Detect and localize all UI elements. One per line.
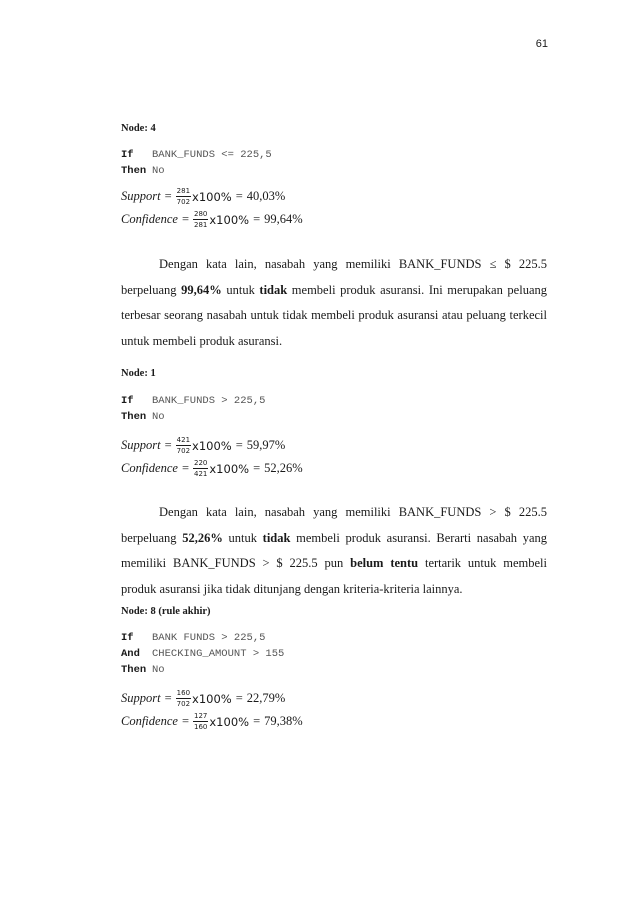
rule-line xyxy=(121,393,265,409)
rule-line xyxy=(121,630,284,646)
node-heading: Node: 1 xyxy=(121,368,156,379)
formula-result: 22,79% xyxy=(246,691,286,705)
multiplier: x100% xyxy=(209,212,250,227)
denominator: 421 xyxy=(194,470,208,478)
explanation-paragraph: Dengan kata lain, nasabah yang memiliki BANK_FUNDS > $ 225.5 berpeluang 52,26% untuk tidak membeli produk asuransi. Berarti nasabah yang memiliki BANK_FUNDS > $ 225.5 pun belum tentu tertarik untuk membeli produk asuransi jika tidak ditunjang dengan kriteria-kriteria lainnya. xyxy=(121,505,548,596)
rule-keyword: If xyxy=(121,149,134,161)
fraction xyxy=(193,210,208,229)
rule-keyword: Then xyxy=(121,165,147,177)
rule-keyword: And xyxy=(121,648,140,660)
rule-keyword: If xyxy=(121,632,134,644)
fraction xyxy=(176,436,191,455)
support-formula: Support = $\frac{160}{702}$ x100% = 22,79% xyxy=(121,689,286,708)
denominator: 160 xyxy=(194,723,208,731)
numerator: 421 xyxy=(176,436,191,444)
multiplier: x100% xyxy=(192,189,232,204)
explanation-paragraph: Dengan kata lain, nasabah yang memiliki BANK_FUNDS ≤ $ 225.5 berpeluang 99,64% untuk tidak membeli produk asuransi. Ini merupakan peluang terbesar seorang nasabah untuk tidak membeli produk asuransi atau peluang terkecil untuk membeli produk asuransi. xyxy=(121,257,547,348)
multiplier: x100% xyxy=(209,461,250,476)
rule-block xyxy=(121,630,284,678)
formula-label: Confidence xyxy=(121,461,178,475)
denominator: 702 xyxy=(176,700,191,708)
rule-condition: No xyxy=(152,165,165,177)
confidence-formula: Confidence = $\frac{280}{281}$ x100% = 99,64% xyxy=(121,210,303,229)
page-number: 61 xyxy=(535,38,548,50)
numerator: 281 xyxy=(176,187,191,195)
fraction xyxy=(176,187,191,206)
rule-line xyxy=(121,147,272,163)
rule-keyword: Then xyxy=(121,664,147,676)
rule-condition: No xyxy=(152,411,165,423)
formula-result: 99,64% xyxy=(264,212,303,226)
numerator: 160 xyxy=(176,689,191,697)
multiplier: x100% xyxy=(192,438,232,453)
confidence-formula: Confidence = $\frac{220}{421}$ x100% = 52,26% xyxy=(121,459,303,478)
rule-condition: BANK_FUNDS > 225,5 xyxy=(152,395,266,407)
denominator: 702 xyxy=(176,447,191,455)
node-heading: Node: 4 xyxy=(121,123,156,134)
formula-result: 40,03% xyxy=(246,189,286,203)
rule-condition: BANK_FUNDS <= 225,5 xyxy=(152,149,272,161)
numerator: 280 xyxy=(194,210,208,218)
confidence-formula: Confidence = $\frac{127}{160}$ x100% = 79,38% xyxy=(121,712,303,731)
multiplier: x100% xyxy=(192,691,232,706)
denominator: 702 xyxy=(176,198,191,206)
formula-label: Support xyxy=(121,189,161,203)
rule-condition: CHECKING_AMOUNT > 155 xyxy=(152,648,285,660)
rule-line xyxy=(121,163,272,179)
numerator: 220 xyxy=(194,459,208,467)
rule-block xyxy=(121,147,272,179)
fraction xyxy=(176,689,191,708)
formula-result: 52,26% xyxy=(264,461,303,475)
rule-condition: BANK FUNDS > 225,5 xyxy=(152,632,266,644)
fraction xyxy=(193,712,208,731)
rule-block xyxy=(121,393,265,425)
support-formula: Support = $\frac{421}{702}$ x100% = 59,97% xyxy=(121,436,286,455)
rule-keyword: If xyxy=(121,395,134,407)
formula-label: Support xyxy=(121,438,161,452)
rule-line xyxy=(121,409,265,425)
rule-keyword: Then xyxy=(121,411,147,423)
formula-label: Support xyxy=(121,691,161,705)
multiplier: x100% xyxy=(209,714,250,729)
rule-condition: No xyxy=(152,664,165,676)
node-heading: Node: 8 (rule akhir) xyxy=(121,606,211,617)
numerator: 127 xyxy=(194,712,208,720)
formula-result: 79,38% xyxy=(264,714,303,728)
formula-label: Confidence xyxy=(121,212,178,226)
rule-line xyxy=(121,646,284,662)
fraction xyxy=(193,459,208,478)
formula-label: Confidence xyxy=(121,714,178,728)
rule-line xyxy=(121,662,284,678)
denominator: 281 xyxy=(194,221,208,229)
support-formula: Support = $\frac{281}{702}$ x100% = 40,03% xyxy=(121,187,286,206)
formula-result: 59,97% xyxy=(246,438,286,452)
